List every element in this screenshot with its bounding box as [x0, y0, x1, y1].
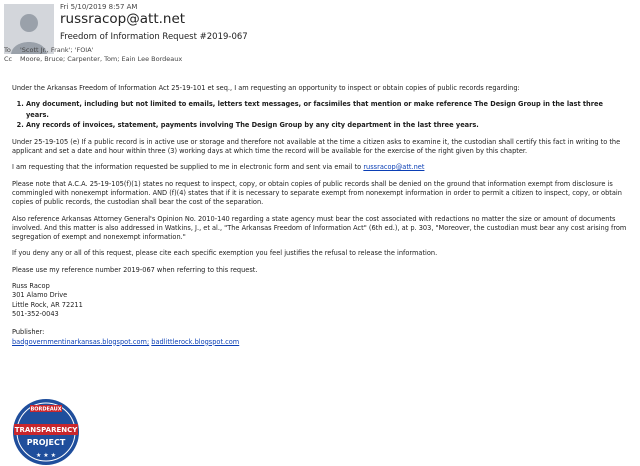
paragraph-attorney-general: Also reference Arkansas Attorney General's Opinion No. 2010-140 regarding a state agency must bear the cost associated with redactions no matter the size or amount of documents involved. And this matter is also addressed in Watkins, J., et al., "The Arkansas Freedom of Information Act" (6th ed.), at p. 303, "Moreover, the custodian must bear any cost arising from segregation of exempt and nonexempt information."	[12, 214, 627, 242]
to-row	[4, 46, 93, 54]
logo-line1: TRANSPARENCY	[14, 426, 78, 434]
request-item: 2. Any records of invoices, statement, payments involving The Design Group by any city department in the last three years.	[26, 120, 628, 131]
signature-city: Little Rock, AR 72211	[12, 300, 83, 309]
transparency-project-logo	[12, 398, 80, 466]
cc-label: Cc	[4, 55, 13, 63]
email-sender[interactable]: russracop@att.net	[60, 11, 186, 27]
email-subject: Freedom of Information Request #2019-067	[60, 32, 248, 42]
publisher-label: Publisher:	[12, 328, 45, 337]
request-list	[12, 99, 628, 131]
paragraph-deny: If you deny any or all of this request, please cite each specific exemption you feel justifies the refusal to release the information.	[12, 249, 438, 258]
signature-phone: 501-352-0043	[12, 309, 59, 318]
email-header	[0, 0, 640, 70]
logo-line2: PROJECT	[26, 438, 66, 447]
publisher-links	[12, 338, 628, 347]
paragraph-commingled: Please note that A.C.A. 25-19-105(f)(1) states no request to inspect, copy, or obtain copies of public records shall be denied on the ground that information exempt from disclosure is commingled with nonexempt information. AND (f)(4) states that if it is necessary to separate exempt from nonexempt information in order to permit a citizen to inspect, copy, or obtain copies of public records, the custodian shall bear the cost of the separation.	[12, 179, 622, 207]
signature-block	[12, 282, 628, 319]
to-recipients[interactable]: 'Scott Jr., Frank'; 'FOIA'	[20, 46, 94, 54]
paragraph-custodian: Under 25-19-105 (e) If a public record is in active use or storage and therefore not available at the time a citizen asks to examine it, the custodian shall certify this fact in writing to the applicant and set a date and hour within three (3) working days at which time the record will be available for the exercise of the right given by this chapter.	[12, 137, 621, 156]
email-link[interactable]: russracop@att.net	[363, 163, 425, 172]
blog-link-bad-government[interactable]: badgovernmentinarkansas.blogspot.com;	[12, 337, 150, 346]
logo-top-text: BORDEAUX	[30, 406, 62, 413]
blog-link-bad-little-rock[interactable]: badlittlerock.blogspot.com	[151, 337, 240, 346]
signature-name: Russ Racop	[12, 282, 50, 291]
paragraph-reference: Please use my reference number 2019-067 when referring to this request.	[12, 265, 258, 274]
email-date: Fri 5/10/2019 8:57 AM	[60, 3, 138, 11]
paragraph-electronic	[12, 163, 628, 172]
cc-row	[4, 55, 182, 63]
signature-address: 301 Alamo Drive	[12, 291, 68, 300]
paragraph-electronic-text: I am requesting that the information requested be supplied to me in electronic form and sent via email to	[12, 163, 362, 172]
cc-recipients[interactable]: Moore, Bruce; Carpenter, Tom; Eain Lee Bordeaux	[20, 55, 183, 63]
to-label: To	[4, 46, 11, 54]
request-item: 1. Any document, including but not limited to emails, letters text messages, or facsimiles that mention or make reference The Design Group in the last three years.	[26, 99, 628, 120]
logo-stars: ★ ★ ★	[36, 452, 56, 459]
intro-paragraph: Under the Arkansas Freedom of Information Act 25-19-101 et seq., I am requesting an opportunity to inspect or obtain copies of public records regarding:	[12, 84, 520, 92]
email-body	[12, 84, 628, 347]
